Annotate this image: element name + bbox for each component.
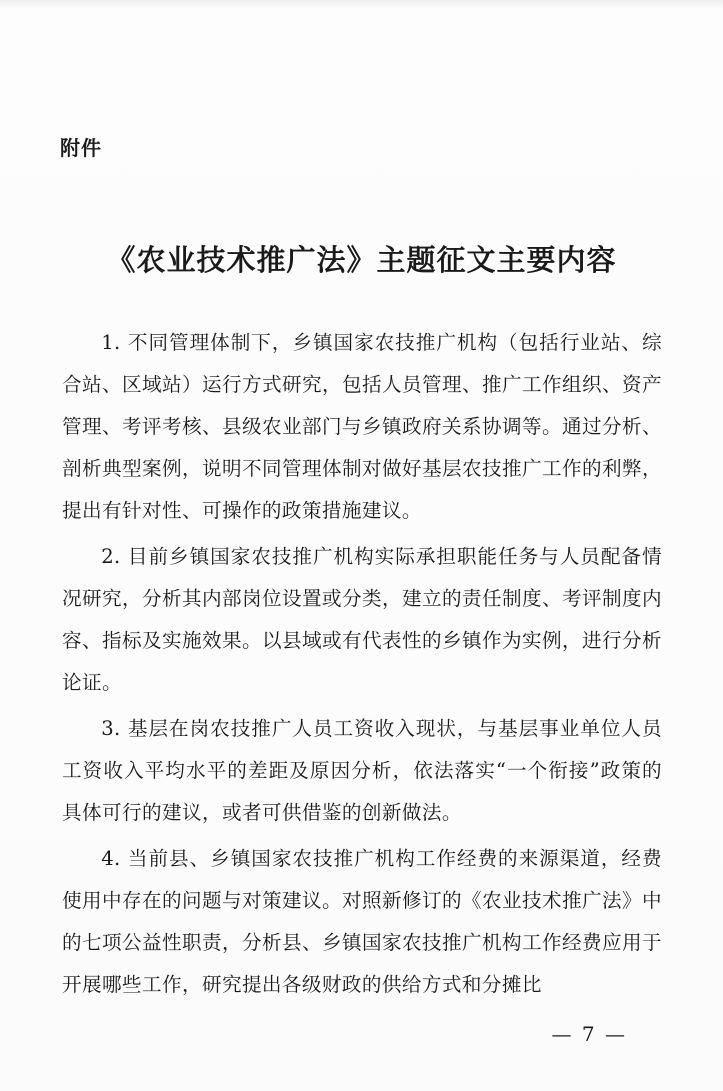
document-title: 《农业技术推广法》主题征文主要内容 xyxy=(106,243,617,277)
paragraph-2: 2. 目前乡镇国家农技推广机构实际承担职能任务与人员配备情况研究，分析其内部岗位设置或分类，建立的责任制度、考评制度内容、指标及实施效果。以县域或有代表性的乡镇作为实例，进行分析论证。 xyxy=(62,545,662,694)
attachment-label: 附件 xyxy=(60,136,102,160)
document-body xyxy=(62,322,662,1010)
scan-edge-shadow xyxy=(0,0,723,8)
paragraph-3: 3. 基层在岗农技推广人员工资收入现状，与基层事业单位人员工资收入平均水平的差距及原因分析，依法落实“一个衔接”政策的具体可行的建议，或者可供借鉴的创新做法。 xyxy=(62,717,662,824)
paragraph-4: 4. 当前县、乡镇国家农技推广机构工作经费的来源渠道，经费使用中存在的问题与对策建议。对照新修订的《农业技术推广法》中的七项公益性职责，分析县、乡镇国家农技推广机构工作经费应用于开展哪些工作，研究提出各级财政的供给方式和分摊比 xyxy=(62,847,662,996)
page-number: — 7 — xyxy=(551,1022,627,1046)
paragraph-1: 1. 不同管理体制下，乡镇国家农技推广机构（包括行业站、综合站、区域站）运行方式研究，包括人员管理、推广工作组织、资产管理、考评考核、县级农业部门与乡镇政府关系协调等。通过分析、剖析典型案例，说明不同管理体制对做好基层农技推广工作的利弊，提出有针对性、可操作的政策措施建议。 xyxy=(62,331,662,522)
